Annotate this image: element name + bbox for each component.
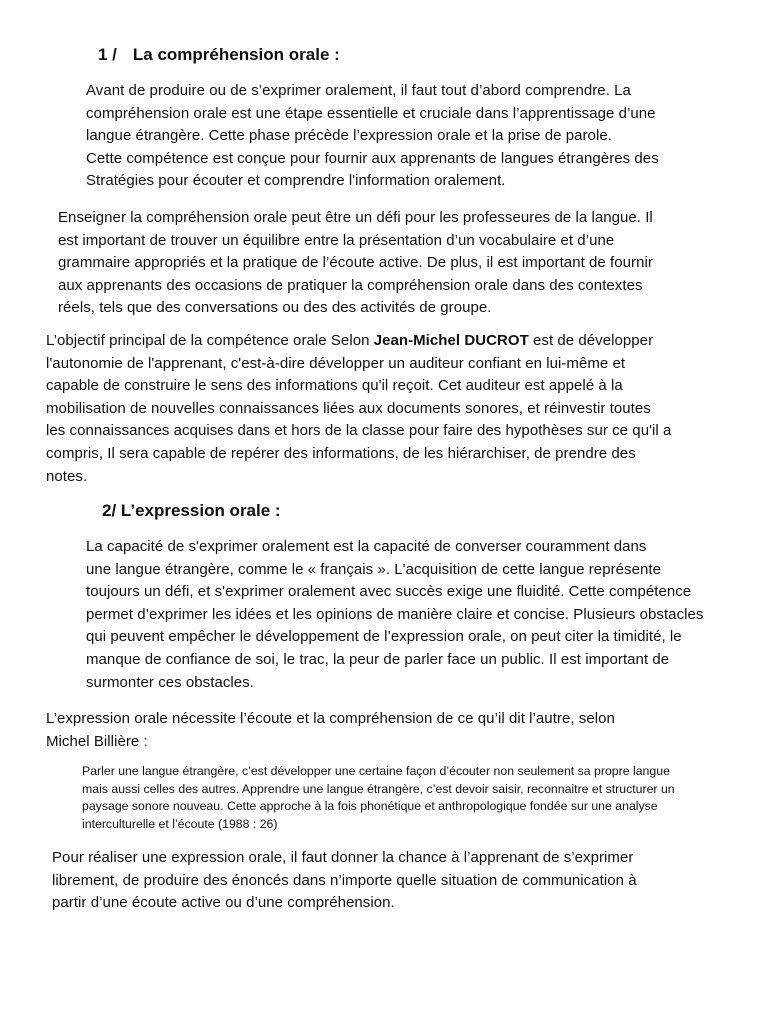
text-line: langue étrangère. Cette phase précède l’expression orale et la prise de parole. (86, 127, 612, 145)
section-1-heading (98, 40, 726, 70)
text-line: qui peuvent empêcher le développement de l’expression orale, on peut citer la timidité, le (86, 628, 682, 646)
section-1-paragraph-1 (46, 80, 726, 193)
text-line: grammaire appropriés et la pratique de l’écoute active. De plus, il est important de fournir (58, 254, 653, 272)
text-line (46, 330, 726, 353)
section-2-paragraph-1 (46, 536, 726, 694)
text-line: les connaissances acquises dans et hors de la classe pour faire des hypothèses sur ce qu'il a (46, 422, 672, 440)
text-line: mobilisation de nouvelles connaissances liées aux documents sonores, et réinvestir toutes (46, 399, 651, 417)
quote-line: paysage sonore nouveau. Cette approche à la fois phonétique et anthropologique fondée sur une analyse (82, 799, 658, 814)
quote-line: Parler une langue étrangère, c’est développer une certaine façon d’écouter non seulement sa propre langue (82, 764, 670, 779)
text-line: est important de trouver un équilibre entre la présentation d’un vocabulaire et d’une (58, 231, 615, 249)
section-1-number: 1 / (98, 45, 117, 64)
text-line: surmonter ces obstacles. (86, 673, 254, 691)
author-name: Jean-Michel DUCROT (373, 331, 529, 349)
section-2-heading: 2/ L’expression orale : (102, 501, 281, 521)
text-line: notes. (46, 467, 88, 485)
section-1-paragraph-2 (46, 207, 726, 320)
text-line: Enseigner la compréhension orale peut être un défi pour les professeures de la langue. Il (58, 208, 653, 226)
section-2-paragraph-2 (46, 708, 726, 753)
text-run: est de développer (528, 331, 654, 349)
section-2-paragraph-3 (46, 847, 726, 915)
section-1-paragraph-3 (46, 330, 726, 488)
text-line: Cette compétence est conçue pour fournir aux apprenants de langues étrangères des (86, 149, 659, 167)
text-line: partir d’une écoute active ou d’une compréhension. (52, 894, 395, 912)
text-line: aux apprenants des occasions de pratiquer la compréhension orale dans des contextes (58, 276, 643, 294)
section-1-title: La compréhension orale : (132, 45, 340, 64)
text-line: compris, Il sera capable de repérer des informations, de les hiérarchiser, de prendre des (46, 444, 636, 462)
block-quote (46, 763, 726, 833)
text-line: permet d’exprimer les idées et les opinions de manière claire et concise. Plusieurs obstacles (86, 605, 704, 623)
text-line: une langue étrangère, comme le « français ». L'acquisition de cette langue représente (86, 560, 661, 578)
text-line: Pour réaliser une expression orale, il faut donner la chance à l’apprenant de s’exprimer (52, 849, 634, 867)
text-run: L’objectif principal de la compétence orale Selon (46, 331, 374, 349)
text-line: librement, de produire des énoncés dans n’importe quelle situation de communication à (52, 871, 637, 889)
document-page (46, 40, 726, 915)
text-line: capable de construire le sens des informations qu'il reçoit. Cet auditeur est appelé à la (46, 377, 623, 395)
quote-line: mais aussi celles des autres. Apprendre une langue étrangère, c’est devoir saisir, reconnaitre et structurer un (82, 781, 675, 796)
text-line: L’expression orale nécessite l’écoute et la compréhension de ce qu’il dit l’autre, selon (46, 710, 615, 728)
text-line: compréhension orale est une étape essentielle et cruciale dans l’apprentissage d’une (86, 104, 656, 122)
text-line: Michel Billière : (46, 732, 148, 750)
text-line: manque de confiance de soi, le trac, la peur de parler face un public. Il est important de (86, 651, 670, 669)
text-line: Stratégies pour écouter et comprendre l'information oralement. (86, 172, 506, 190)
quote-line: interculturelle et l’écoute (1988 : 26) (82, 816, 278, 831)
text-line: Avant de produire ou de s’exprimer oralement, il faut tout d’abord comprendre. La (86, 82, 631, 99)
text-line: toujours un défi, et s'exprimer oralement avec succès exige une fluidité. Cette compétence (86, 583, 692, 601)
text-line: La capacité de s'exprimer oralement est la capacité de converser couramment dans (86, 538, 647, 556)
text-line: réels, tels que des conversations ou des des activités de groupe. (58, 299, 492, 317)
text-line: l'autonomie de l'apprenant, c'est-à-dire développer un auditeur confiant en lui-même et (46, 354, 626, 372)
